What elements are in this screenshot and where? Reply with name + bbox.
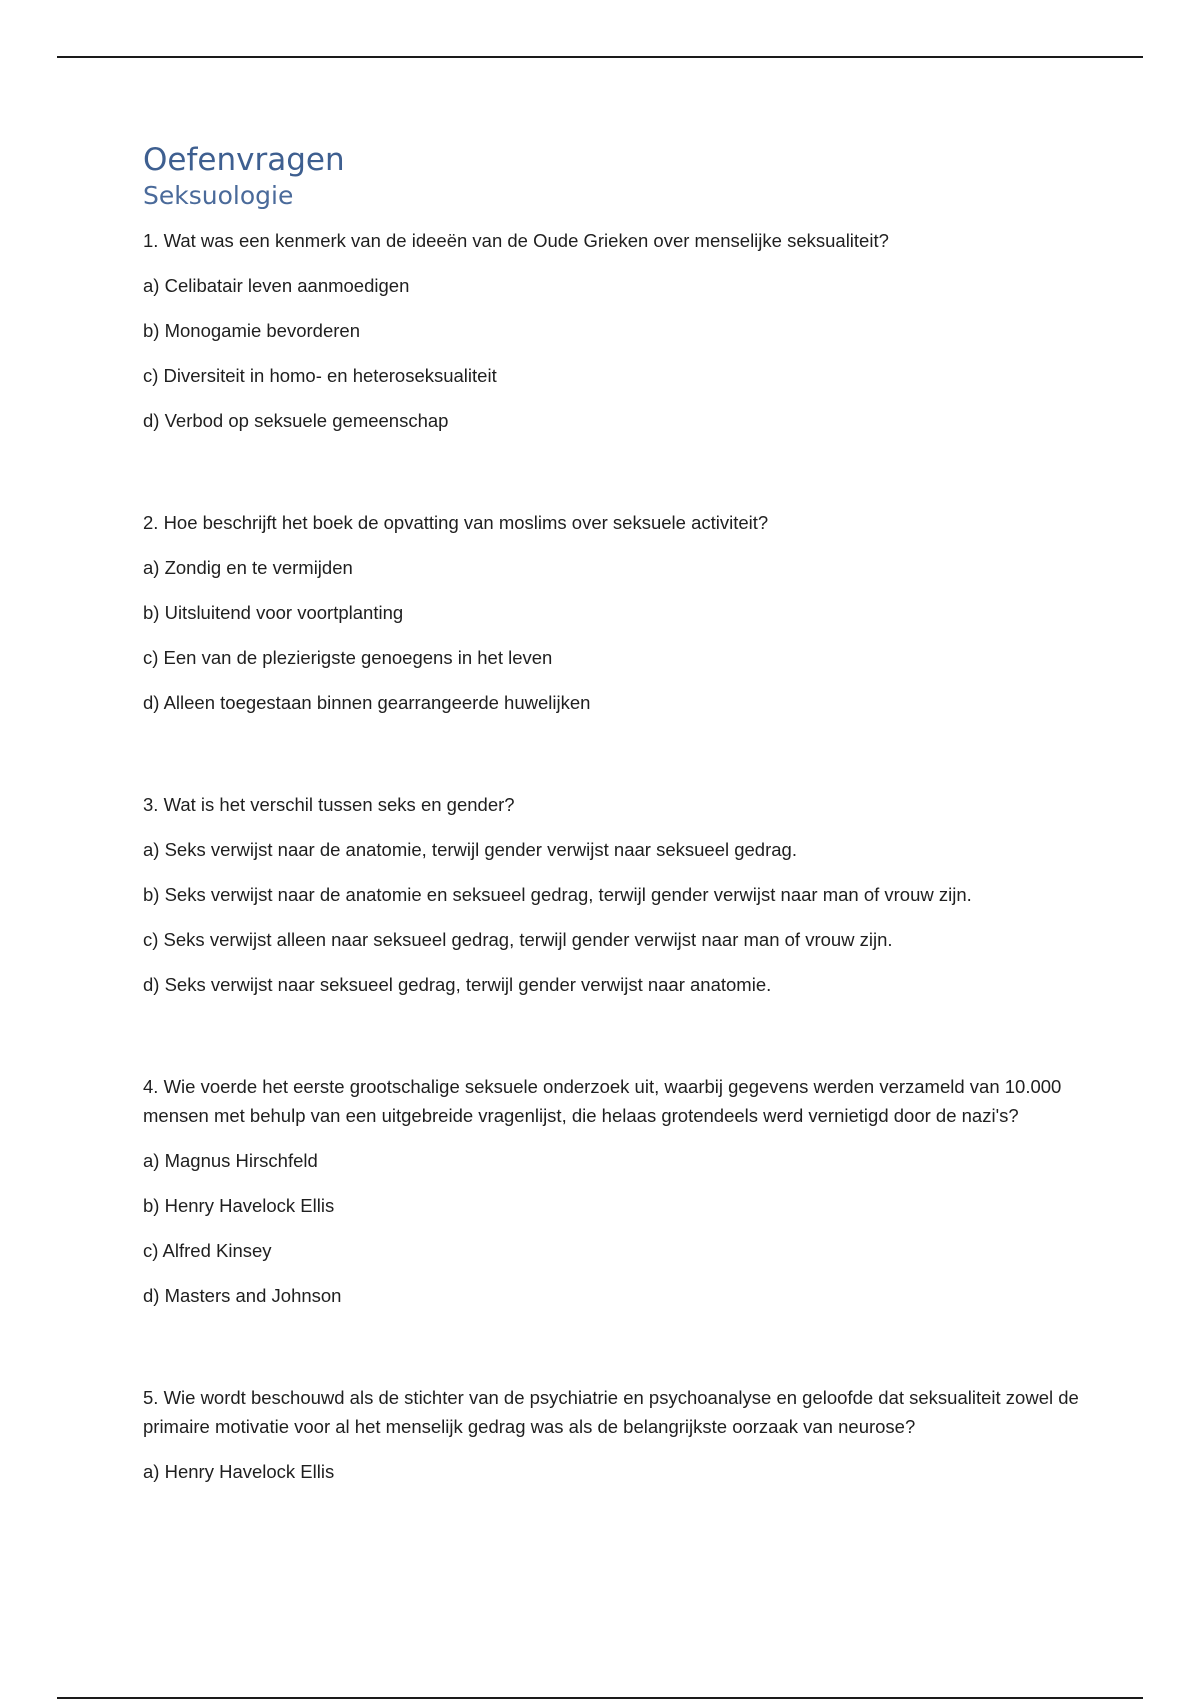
answer-option: c) Een van de plezierigste genoegens in het leven — [143, 647, 553, 668]
answer-option: c) Seks verwijst alleen naar seksueel gedrag, terwijl gender verwijst naar man of vrouw zijn. — [143, 929, 893, 950]
question-3 — [143, 790, 1083, 999]
question-text: 2. Hoe beschrijft het boek de opvatting van moslims over seksuele activiteit? — [143, 512, 769, 533]
answer-options — [143, 554, 1083, 717]
answer-option: d) Seks verwijst naar seksueel gedrag, terwijl gender verwijst naar anatomie. — [143, 974, 772, 995]
document-title: Oefenvragen — [143, 142, 345, 178]
answer-options — [143, 1147, 1083, 1310]
document-body — [143, 140, 1083, 1559]
answer-options — [143, 272, 1083, 435]
answer-option: b) Henry Havelock Ellis — [143, 1195, 335, 1216]
question-5 — [143, 1383, 1083, 1486]
answer-option: a) Celibatair leven aanmoedigen — [143, 275, 410, 296]
document-subtitle: Seksuologie — [143, 181, 294, 210]
answer-option: a) Henry Havelock Ellis — [143, 1461, 335, 1482]
answer-option: a) Magnus Hirschfeld — [143, 1150, 318, 1171]
answer-option: c) Alfred Kinsey — [143, 1240, 272, 1261]
footer-rule — [57, 1697, 1143, 1699]
question-4 — [143, 1072, 1083, 1310]
answer-option: d) Alleen toegestaan binnen gearrangeerde huwelijken — [143, 692, 591, 713]
question-text: 3. Wat is het verschil tussen seks en gender? — [143, 794, 515, 815]
question-1 — [143, 226, 1083, 435]
answer-option: d) Masters and Johnson — [143, 1285, 342, 1306]
answer-option: b) Monogamie bevorderen — [143, 320, 360, 341]
question-text: 1. Wat was een kenmerk van de ideeën van de Oude Grieken over menselijke seksualiteit? — [143, 230, 889, 251]
answer-option: a) Seks verwijst naar de anatomie, terwijl gender verwijst naar seksueel gedrag. — [143, 839, 797, 860]
answer-option: d) Verbod op seksuele gemeenschap — [143, 410, 449, 431]
answer-option: c) Diversiteit in homo- en heteroseksualiteit — [143, 365, 497, 386]
answer-option: a) Zondig en te vermijden — [143, 557, 353, 578]
header-rule — [57, 56, 1143, 58]
question-text: 4. Wie voerde het eerste grootschalige seksuele onderzoek uit, waarbij gegevens werden verzameld van 10.000 mensen met behulp van een uitgebreide vragenlijst, die helaas grotendeels werd vernietigd door de nazi's? — [143, 1076, 1062, 1126]
question-text: 5. Wie wordt beschouwd als de stichter van de psychiatrie en psychoanalyse en geloofde dat seksualiteit zowel de primaire motivatie voor al het menselijk gedrag was als de belangrijkste oorzaak van neurose? — [143, 1387, 1079, 1437]
answer-options — [143, 836, 1083, 999]
answer-options — [143, 1458, 1083, 1486]
answer-option: b) Seks verwijst naar de anatomie en seksueel gedrag, terwijl gender verwijst naar man of vrouw zijn. — [143, 884, 972, 905]
question-2 — [143, 508, 1083, 717]
answer-option: b) Uitsluitend voor voortplanting — [143, 602, 404, 623]
